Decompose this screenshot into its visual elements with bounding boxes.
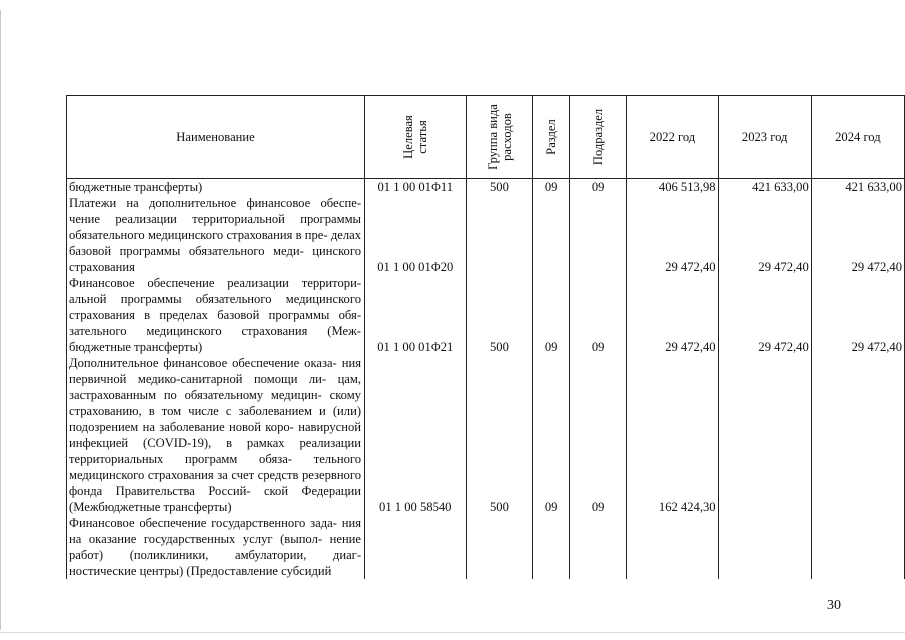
row-amount-2022: 162 424,30 [627, 355, 718, 515]
header-2023: 2023 год [718, 96, 811, 179]
row-target-article: 01 1 00 01Ф11 [365, 179, 466, 196]
row-name: Финансовое обеспечение реализации территори- альной программы обязательного медицинского страхования в пределах базовой программы обя- зательного медицинского страхования (Меж- бюджетные трансферты) [67, 275, 365, 355]
row-amount-2022 [627, 515, 718, 579]
row-name: Дополнительное финансовое обеспечение оказа- ния первичной медико-санитарной помощи ли- цам, застрахованным по обязательному медицин- скому страхованию, в том числе с заболеванием и (или) подозрением на заболевание новой коро- навирусной инфекцией (COVID-19), в рамках реализации территориальных программ обяза- тельного медицинского страхования за счет средств резервного фонда Правительства Россий- ской Федерации (Межбюджетные трансферты) [67, 355, 365, 515]
header-2022: 2022 год [627, 96, 718, 179]
row-amount-2024: 29 472,40 [811, 275, 904, 355]
row-subsection: 09 [569, 275, 626, 355]
row-amount-2024: 29 472,40 [811, 195, 904, 275]
row-amount-2024 [811, 515, 904, 579]
table-row [67, 355, 905, 515]
table-row [67, 275, 905, 355]
row-amount-2023 [718, 515, 811, 579]
row-target-article: 01 1 00 01Ф21 [365, 275, 466, 355]
row-section: 09 [533, 355, 570, 515]
header-name: Наименование [67, 96, 365, 179]
table-header-row [67, 96, 905, 179]
row-expense-group: 500 [466, 275, 533, 355]
row-subsection [569, 195, 626, 275]
row-amount-2024 [811, 355, 904, 515]
header-section: Раздел [533, 96, 570, 179]
row-amount-2022: 406 513,98 [627, 179, 718, 196]
row-expense-group [466, 515, 533, 579]
row-subsection: 09 [569, 355, 626, 515]
row-section [533, 515, 570, 579]
table-row [67, 179, 905, 196]
row-expense-group: 500 [466, 355, 533, 515]
row-amount-2023: 29 472,40 [718, 275, 811, 355]
table-row [67, 515, 905, 579]
page-number: 30 [827, 598, 841, 613]
row-subsection [569, 515, 626, 579]
row-name: Финансовое обеспечение государственного зада- ния на оказание государственных услуг (выпол- нение работ) (поликлиники, амбулатории, диаг- ностические центры) (Предоставление субсидий [67, 515, 365, 579]
row-amount-2023: 421 633,00 [718, 179, 811, 196]
scan-edge-bottom [0, 632, 905, 633]
row-subsection: 09 [569, 179, 626, 196]
header-target-article: Целевая статья [365, 96, 466, 179]
row-name: бюджетные трансферты) [67, 179, 365, 196]
row-name: Платежи на дополнительное финансовое обеспе- чение реализации территориальной программы обязательного медицинского страхования в пре- делах базовой программы обязательного меди- цинского страхования [67, 195, 365, 275]
row-section [533, 195, 570, 275]
row-expense-group [466, 195, 533, 275]
row-amount-2022: 29 472,40 [627, 275, 718, 355]
row-target-article: 01 1 00 58540 [365, 355, 466, 515]
row-target-article [365, 515, 466, 579]
row-target-article: 01 1 00 01Ф20 [365, 195, 466, 275]
row-expense-group: 500 [466, 179, 533, 196]
table-row [67, 195, 905, 275]
header-2024: 2024 год [811, 96, 904, 179]
header-expense-group: Группа вида расходов [466, 96, 533, 179]
row-amount-2022: 29 472,40 [627, 195, 718, 275]
row-amount-2023 [718, 355, 811, 515]
budget-table [66, 95, 905, 579]
row-section: 09 [533, 275, 570, 355]
row-section: 09 [533, 179, 570, 196]
scan-edge-left [0, 10, 1, 630]
header-subsection: Подраздел [569, 96, 626, 179]
row-amount-2023: 29 472,40 [718, 195, 811, 275]
row-amount-2024: 421 633,00 [811, 179, 904, 196]
